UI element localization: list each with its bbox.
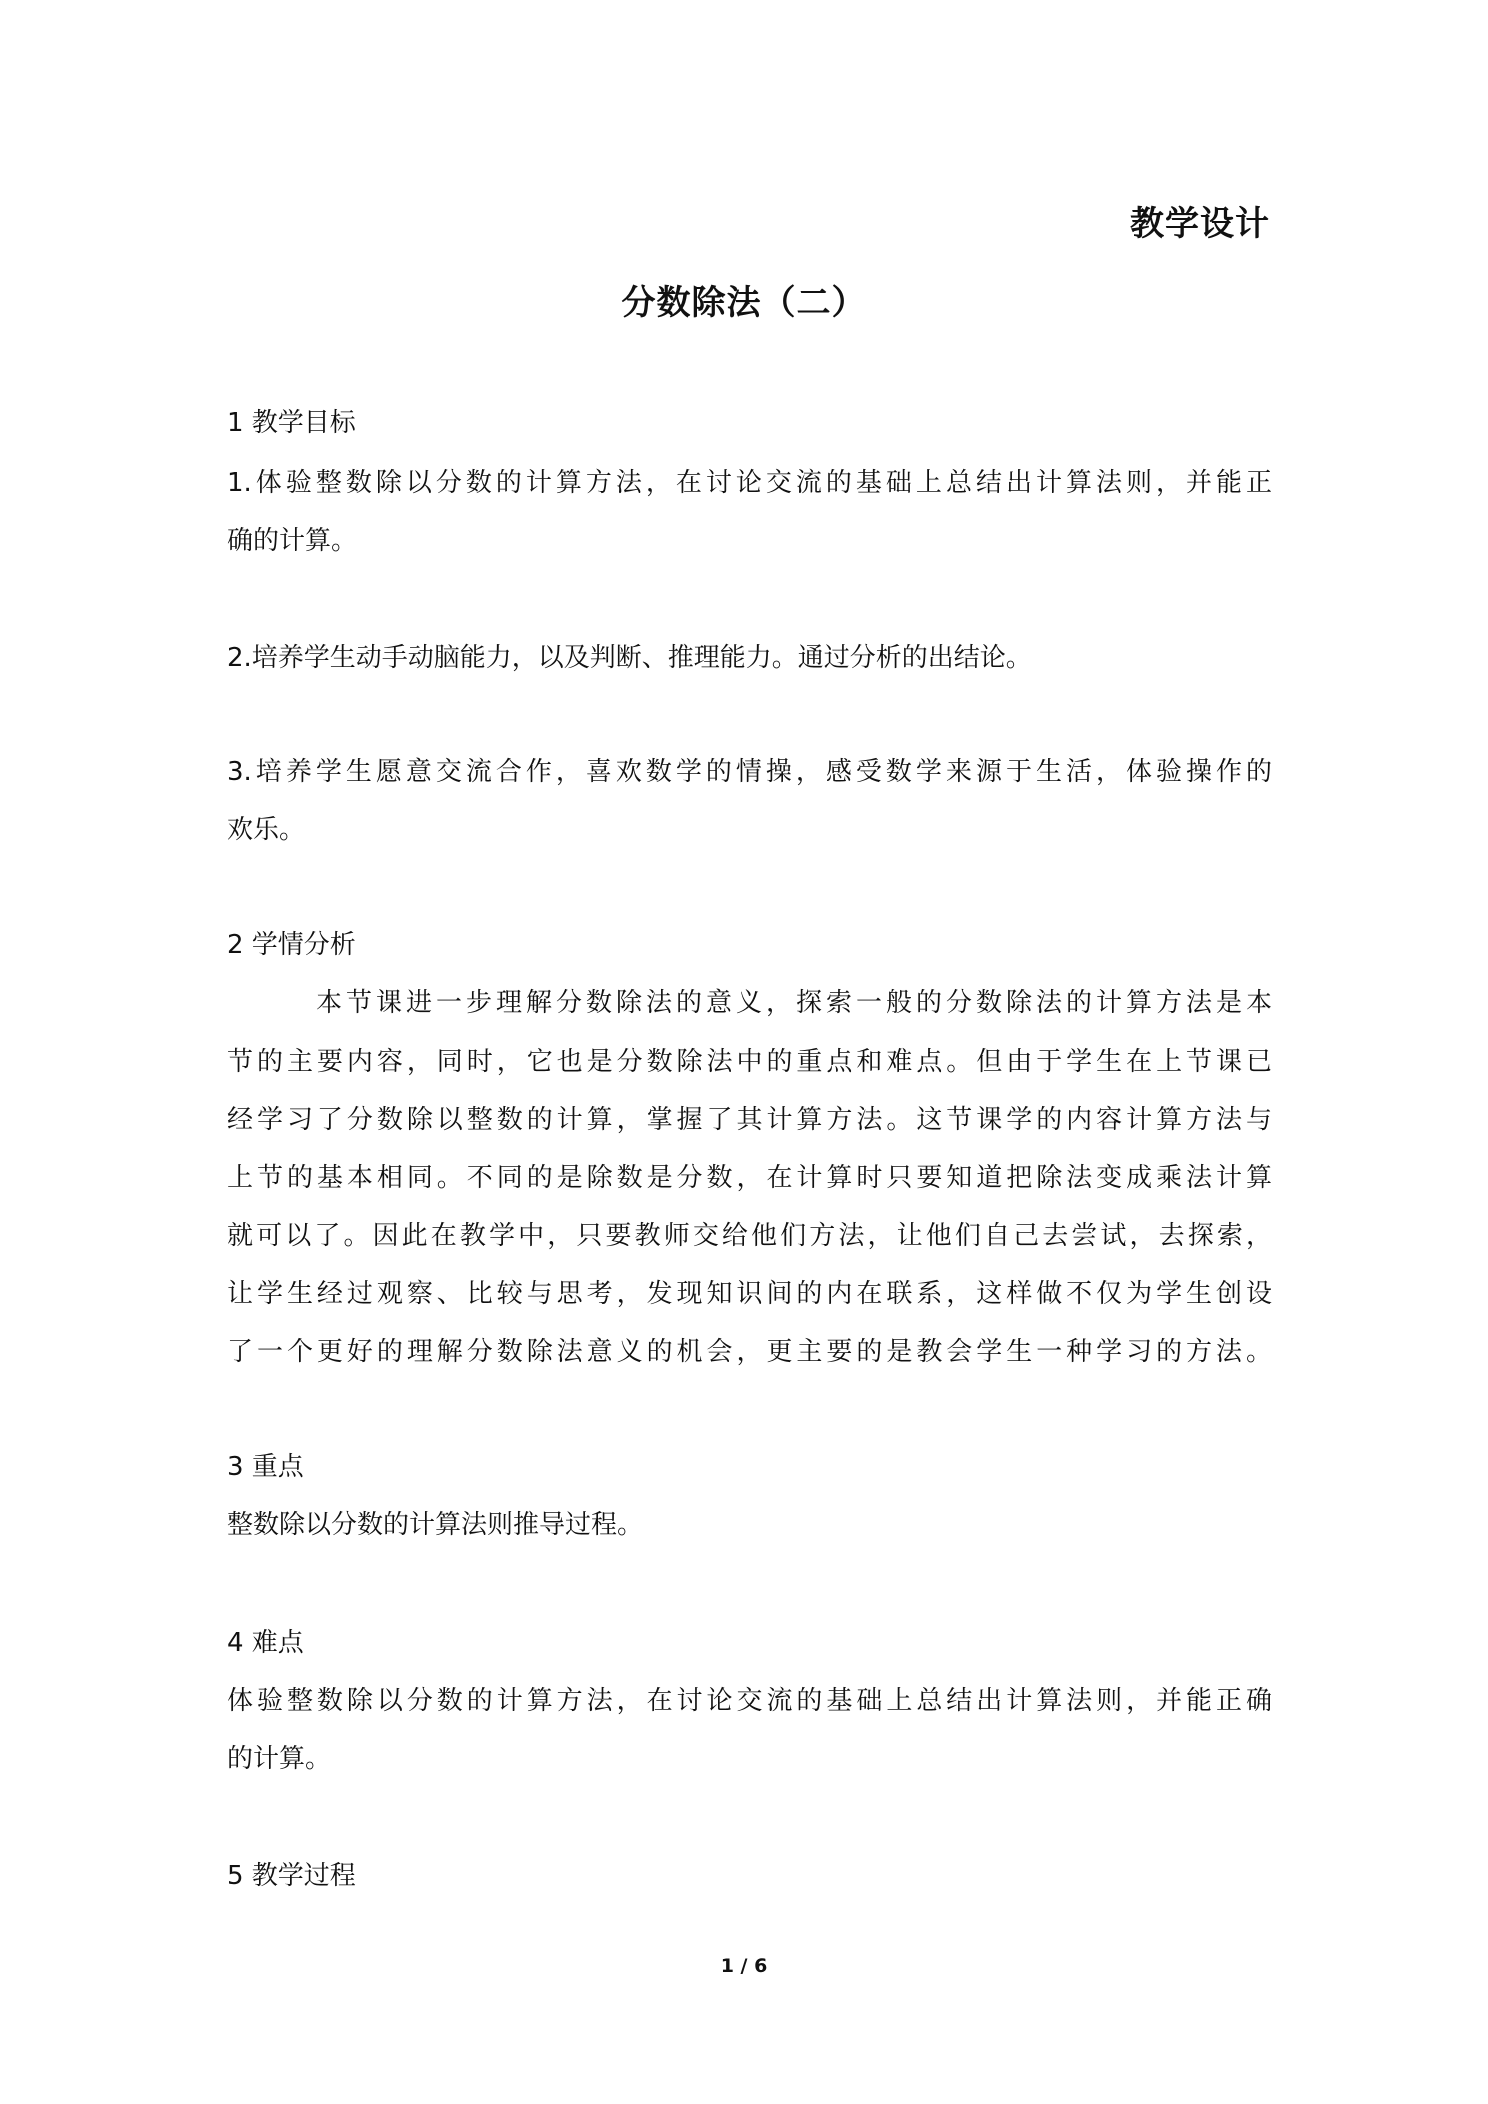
analysis-line-4: 上节的基本相同。不同的是除数是分数，在计算时只要知道把除法变成乘法计算 — [227, 1163, 1272, 1193]
document-type-heading: 教学设计 — [1130, 204, 1270, 244]
section-heading-key-point: 3 重点 — [227, 1452, 304, 1482]
document-title: 分数除法（二） — [621, 283, 867, 323]
analysis-line-6: 让学生经过观察、比较与思考，发现知识间的内在联系，这样做不仅为学生创设 — [227, 1279, 1272, 1309]
goal-1-line-1: 1.体验整数除以分数的计算方法，在讨论交流的基础上总结出计算法则，并能正 — [227, 468, 1272, 498]
section-heading-goals: 1 教学目标 — [227, 408, 356, 438]
key-point-line-1: 整数除以分数的计算法则推导过程。 — [227, 1510, 644, 1540]
goal-2-line-1: 2.培养学生动手动脑能力，以及判断、推理能力。通过分析的出结论。 — [227, 643, 1032, 673]
section-heading-analysis: 2 学情分析 — [227, 930, 356, 960]
analysis-line-2: 节的主要内容，同时，它也是分数除法中的重点和难点。但由于学生在上节课已 — [227, 1047, 1272, 1077]
section-heading-difficulty: 4 难点 — [227, 1628, 304, 1658]
goal-3-line-2: 欢乐。 — [227, 815, 306, 845]
analysis-line-5: 就可以了。因此在教学中，只要教师交给他们方法，让他们自己去尝试，去探索， — [227, 1221, 1272, 1251]
analysis-line-1: 本节课进一步理解分数除法的意义，探索一般的分数除法的计算方法是本 — [316, 988, 1272, 1018]
analysis-line-3: 经学习了分数除以整数的计算，掌握了其计算方法。这节课学的内容计算方法与 — [227, 1105, 1272, 1135]
difficulty-line-1: 体验整数除以分数的计算方法，在讨论交流的基础上总结出计算法则，并能正确 — [227, 1686, 1272, 1716]
page-number: 1 / 6 — [720, 1955, 768, 1977]
analysis-line-7: 了一个更好的理解分数除法意义的机会，更主要的是教会学生一种学习的方法。 — [227, 1337, 1272, 1367]
section-heading-process: 5 教学过程 — [227, 1861, 356, 1891]
goal-1-line-2: 确的计算。 — [227, 526, 358, 556]
goal-3-line-1: 3.培养学生愿意交流合作，喜欢数学的情操，感受数学来源于生活，体验操作的 — [227, 757, 1272, 787]
difficulty-line-2: 的计算。 — [227, 1744, 332, 1774]
